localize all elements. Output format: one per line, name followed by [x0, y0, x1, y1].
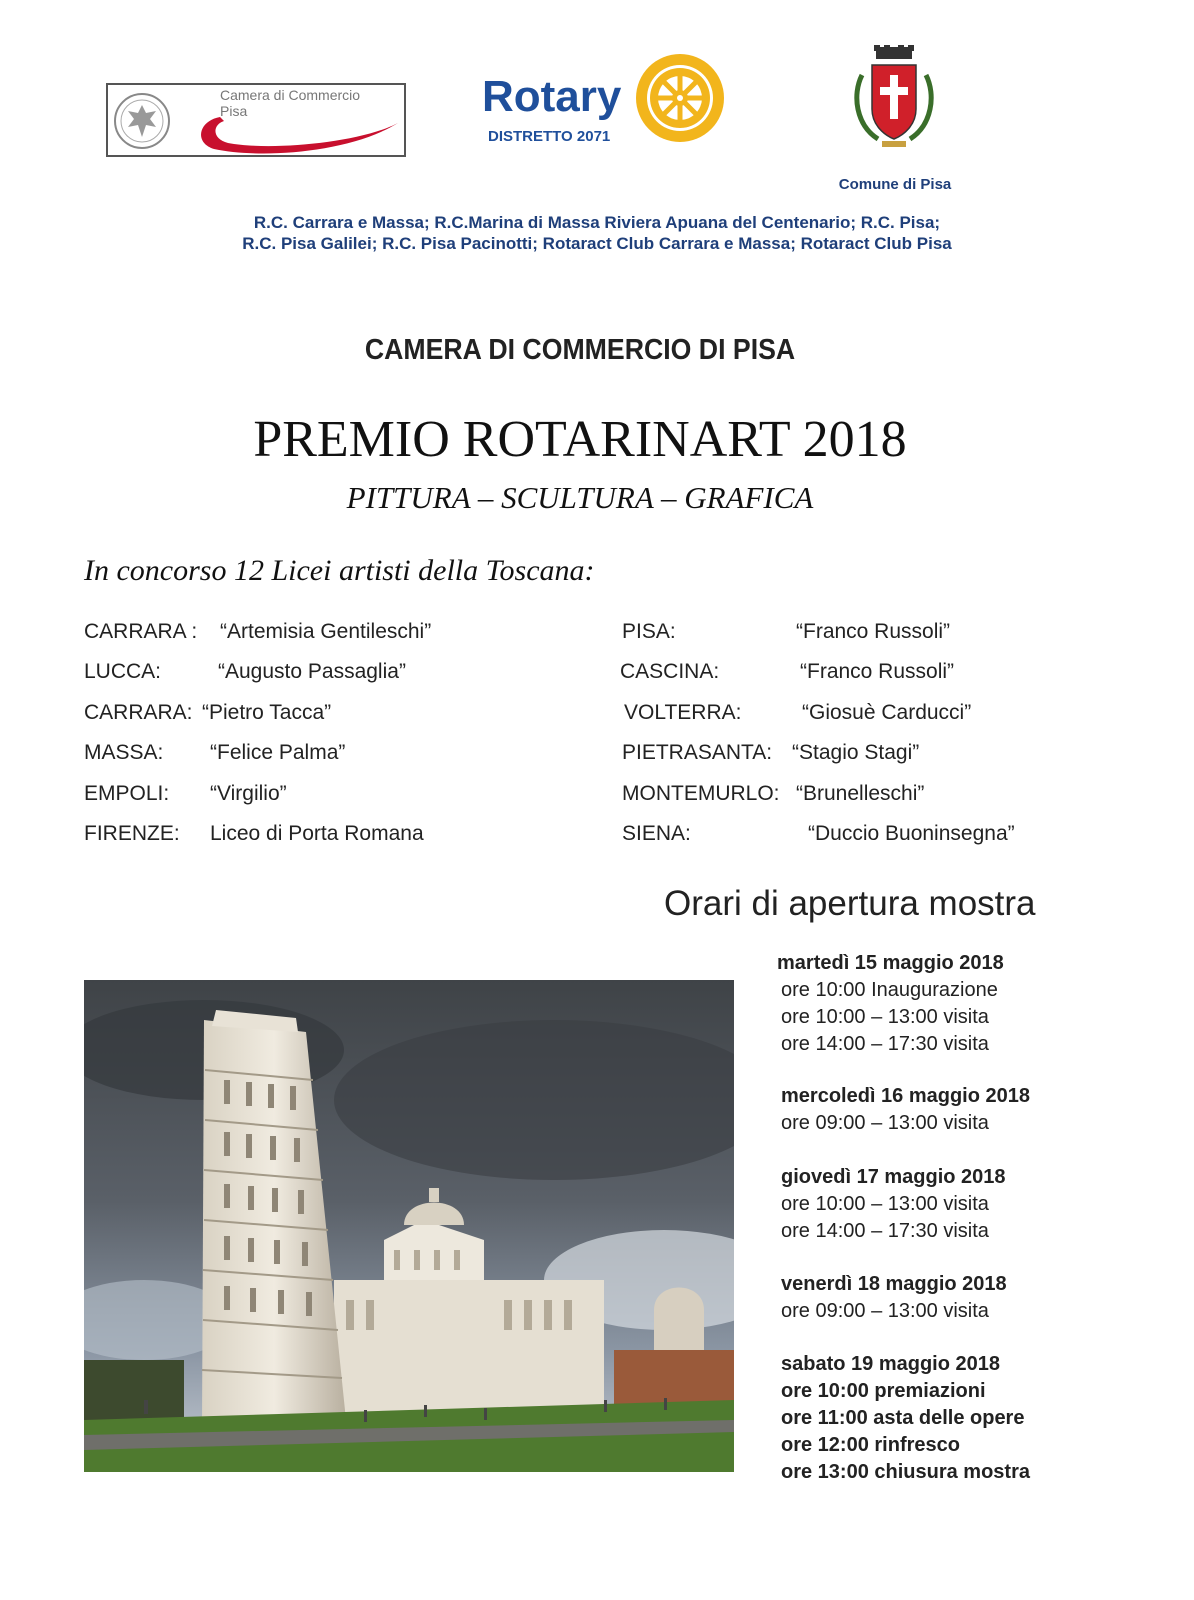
schedule-day: sabato 19 maggio 2018 [781, 1353, 1000, 1375]
liceo-name: “Virgilio” [210, 782, 287, 805]
clubs-line-1: R.C. Carrara e Massa; R.C.Marina di Massa Riviera Apuana del Centenario; R.C. Pisa; [253, 213, 941, 232]
opening-hours-title: Orari di apertura mostra [664, 884, 1036, 923]
liceo-name: “Augusto Passaglia” [218, 660, 406, 683]
schedule-day-block [781, 1271, 1007, 1325]
schedule-day: venerdì 18 maggio 2018 [781, 1273, 1007, 1295]
liceo-city: SIENA: [622, 822, 691, 845]
subtitle: PITTURA – SCULTURA – GRAFICA [346, 480, 814, 515]
eagle-seal-icon [112, 91, 172, 151]
schedule-day-block [781, 1164, 1006, 1245]
schedule-day: giovedì 17 maggio 2018 [781, 1166, 1006, 1188]
liceo-city: CARRARA : [84, 620, 198, 643]
comune-di-pisa-crest-icon [852, 45, 936, 149]
competition-intro: In concorso 12 Licei artisti della Toscana: [84, 554, 595, 587]
liceo-name: Liceo di Porta Romana [210, 822, 424, 845]
schedule-time: ore 09:00 – 13:00 visita [781, 1300, 989, 1322]
red-swoosh-icon [180, 95, 402, 157]
liceo-name: “Felice Palma” [210, 741, 346, 764]
clubs-line-2: R.C. Pisa Galilei; R.C. Pisa Pacinotti; Rotaract Club Carrara e Massa; Rotaract Club Pisa [242, 234, 952, 253]
rotary-logo [482, 52, 732, 152]
schedule-day-block [781, 1351, 1030, 1486]
camera-di-commercio-logo [106, 83, 406, 157]
liceo-name: “Brunelleschi” [796, 782, 925, 805]
liceo-name: “Duccio Buoninsegna” [808, 822, 1015, 845]
schedule-time: ore 14:00 – 17:30 visita [781, 1033, 989, 1055]
liceo-city: MONTEMURLO: [622, 782, 780, 805]
liceo-city: PIETRASANTA: [622, 741, 773, 764]
schedule-time: ore 10:00 – 13:00 visita [781, 1193, 989, 1215]
liceo-city: EMPOLI: [84, 782, 170, 805]
rotary-district: DISTRETTO 2071 [488, 128, 611, 145]
schedule-day: mercoledì 16 maggio 2018 [781, 1085, 1031, 1107]
camera-logo-text: Camera di Commercio Pisa [220, 87, 361, 119]
liceo-name: “Franco Russoli” [796, 620, 951, 643]
rotary-wheel-icon [634, 52, 726, 144]
liceo-name: “Stagio Stagi” [792, 741, 920, 764]
schedule-day: martedì 15 maggio 2018 [777, 952, 1004, 974]
liceo-name: “Giosuè Carducci” [802, 701, 972, 724]
liceo-name: “Franco Russoli” [800, 660, 955, 683]
liceo-city: PISA: [622, 620, 676, 643]
liceo-name: “Artemisia Gentileschi” [220, 620, 432, 643]
liceo-city: MASSA: [84, 741, 164, 764]
schedule-time: ore 10:00 Inaugurazione [781, 979, 998, 1001]
liceo-city: LUCCA: [84, 660, 162, 683]
liceo-name: “Pietro Tacca” [202, 701, 332, 724]
schedule-day-block [777, 950, 1004, 1058]
rotary-wordmark: Rotary [482, 72, 622, 121]
schedule-time: ore 11:00 asta delle opere [781, 1407, 1025, 1429]
liceo-city: CASCINA: [620, 660, 720, 683]
schedule-day-block [781, 1083, 1030, 1137]
organizer-title: CAMERA DI COMMERCIO DI PISA [364, 334, 796, 366]
rotary-clubs-list [60, 212, 1134, 254]
liceo-city: FIRENZE: [84, 822, 180, 845]
schedule-time: ore 09:00 – 13:00 visita [781, 1112, 989, 1134]
main-title: PREMIO ROTARINART 2018 [253, 411, 907, 468]
liceo-city: VOLTERRA: [624, 701, 742, 724]
comune-label: Comune di Pisa [838, 176, 952, 193]
schedule-time: ore 12:00 rinfresco [781, 1434, 960, 1456]
schedule-time: ore 10:00 – 13:00 visita [781, 1006, 989, 1028]
schedule-time: ore 10:00 premiazioni [781, 1380, 986, 1402]
schedule-time: ore 13:00 chiusura mostra [781, 1461, 1030, 1483]
leaning-tower-photo [84, 980, 734, 1472]
liceo-city: CARRARA: [84, 701, 193, 724]
schedule-time: ore 14:00 – 17:30 visita [781, 1220, 989, 1242]
